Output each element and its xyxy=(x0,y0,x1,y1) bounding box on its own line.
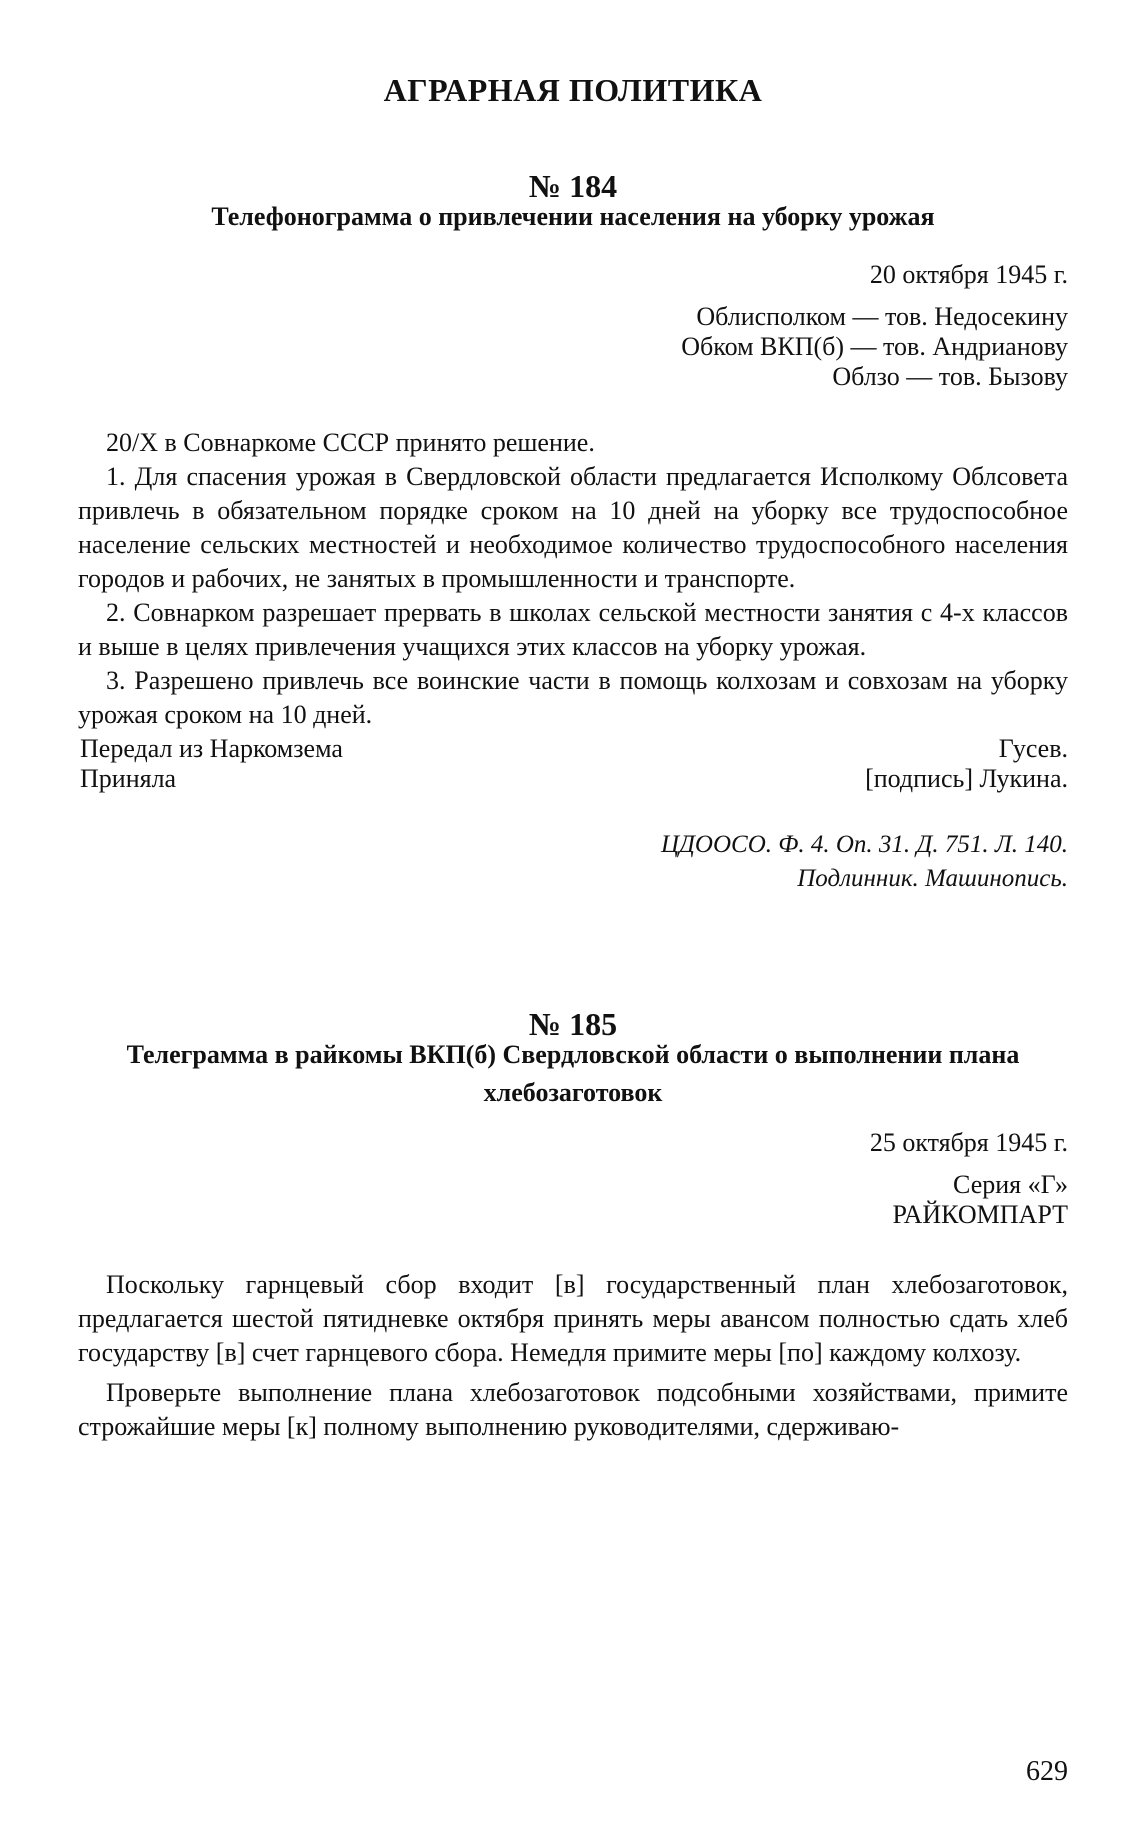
doc-184-addressee-1: Облисполком — тов. Недосекину xyxy=(696,302,1068,331)
doc-185-title: Телеграмма в райкомы ВКП(б) Свердловской области о выполнении плана хлебозаготовок xyxy=(126,1040,1020,1107)
doc-184-archive xyxy=(661,828,1068,896)
doc-184-title: Телефонограмма о привлечении населения на уборку урожая xyxy=(211,202,935,231)
doc-185-series: Серия «Г» xyxy=(953,1170,1068,1199)
doc-184-paragraph: 2. Совнарком разрешает прервать в школах сельской местности занятия с 4-х классов и выше в целях привлечения учащихся этих классов на уборку урожая. xyxy=(78,598,1068,661)
doc-184-number: № 184 xyxy=(528,168,618,204)
signature-name: Гусев. xyxy=(998,734,1068,763)
doc-184-body xyxy=(78,426,1068,732)
doc-184-date: 20 октября 1945 г. xyxy=(869,260,1068,289)
page-number: 629 xyxy=(1026,1756,1068,1787)
archive-reference: ЦДООСО. Ф. 4. Оп. 31. Д. 751. Л. 140. xyxy=(660,831,1068,858)
doc-184-addressee-3: Облзо — тов. Бызову xyxy=(832,362,1068,391)
doc-185-recipient: РАЙКОМПАРТ xyxy=(892,1200,1068,1229)
doc-184-signature-row-2 xyxy=(80,764,1068,794)
doc-185-paragraph: Проверьте выполнение плана хлебозаготовок подсобными хозяйствами, примите строжайшие меры [к] полному выполнению руководителями, сдерживаю- xyxy=(78,1378,1068,1441)
doc-185-number: № 185 xyxy=(528,1006,618,1042)
doc-185-body xyxy=(78,1268,1068,1444)
signature-name: [подпись] Лукина. xyxy=(865,764,1068,793)
doc-184-addressee-2: Обком ВКП(б) — тов. Андрианову xyxy=(681,332,1068,361)
doc-185-paragraph: Поскольку гарнцевый сбор входит [в] государственный план хлебозаготовок, предлагается шестой пятидневке октября принять меры авансом полностью сдать хлеб государству [в] счет гарнцевого сбора. Немедля примите меры [по] каждому колхозу. xyxy=(78,1270,1068,1367)
doc-184-paragraph: 3. Разрешено привлечь все воинские части в помощь колхозам и совхозам на уборку урожая сроком на 10 дней. xyxy=(78,666,1068,729)
section-title: АГРАРНАЯ ПОЛИТИКА xyxy=(383,72,763,108)
signature-label: Приняла xyxy=(80,764,177,793)
doc-185-date: 25 октября 1945 г. xyxy=(869,1128,1068,1157)
doc-184-paragraph: 20/X в Совнаркоме СССР принято решение. xyxy=(106,428,595,457)
doc-184-paragraph: 1. Для спасения урожая в Свердловской области предлагается Исполкому Облсовета привлечь в обязательном порядке сроком на 10 дней на уборку все трудоспособное население сельских местностей и необходимое количество трудоспособного населения городов и рабочих, не занятых в промышленности и транспорте. xyxy=(78,462,1068,593)
archive-note: Подлинник. Машинопись. xyxy=(797,865,1068,892)
signature-label: Передал из Наркомзема xyxy=(80,734,343,763)
doc-184-signature-row-1 xyxy=(80,734,1068,764)
